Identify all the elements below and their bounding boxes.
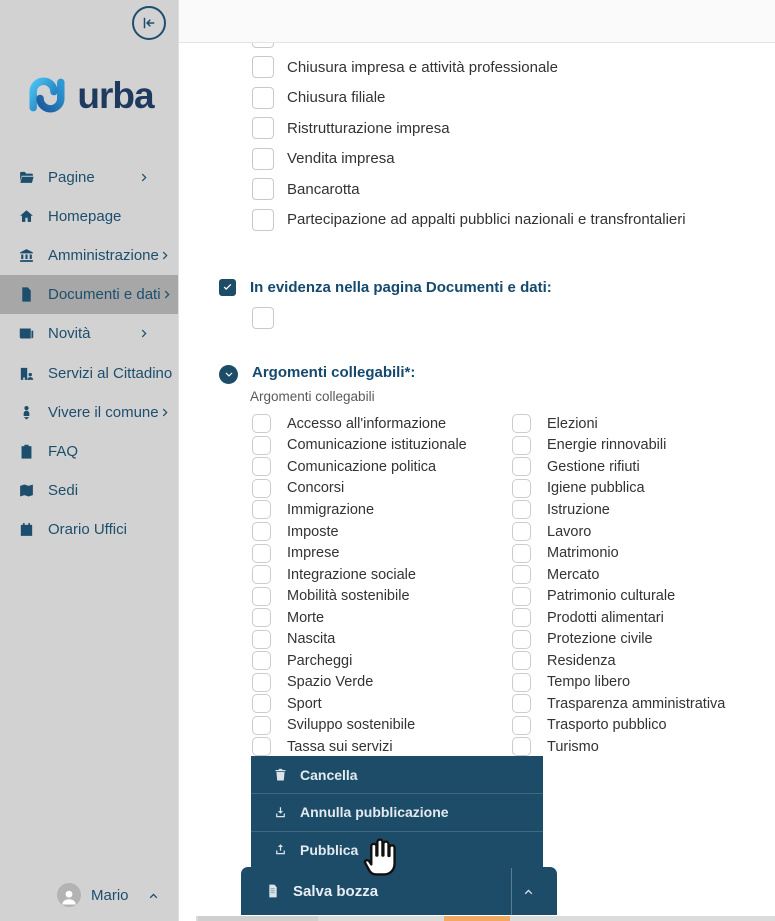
checkbox[interactable] (512, 522, 531, 541)
checkbox[interactable] (252, 737, 271, 756)
topic-label: Imprese (287, 545, 340, 562)
building-person-icon (18, 365, 35, 382)
chevron-right-icon (159, 249, 172, 262)
topic-row (252, 564, 467, 586)
newspaper-icon (18, 325, 35, 342)
topic-row (512, 650, 725, 672)
checkbox[interactable] (512, 694, 531, 713)
topic-row (512, 564, 725, 586)
chevron-down-icon (223, 369, 235, 381)
topic-label: Morte (287, 609, 325, 626)
topic-label: Igiene pubblica (547, 480, 645, 497)
sidebar-item[interactable] (0, 510, 178, 549)
checkbox-label: Chiusura impresa e attività professionale (287, 58, 558, 76)
topic-row (252, 478, 467, 500)
topic-row (512, 693, 725, 715)
checkbox-row (252, 174, 686, 205)
checkbox[interactable] (252, 178, 274, 200)
user-name: Mario (91, 886, 129, 904)
app-logo (0, 72, 178, 118)
topic-row (252, 413, 467, 435)
checkbox-row (252, 52, 686, 83)
topic-label: Accesso all'informazione (287, 415, 447, 432)
topic-row (252, 499, 467, 521)
topic-label: Patrimonio culturale (547, 588, 676, 605)
topic-label: Mobilità sostenibile (287, 588, 410, 605)
topic-label: Comunicazione istituzionale (287, 437, 467, 454)
topic-row (512, 413, 725, 435)
upload-icon (273, 842, 288, 857)
checkbox[interactable] (252, 479, 271, 498)
checkbox[interactable] (252, 608, 271, 627)
chevron-up-icon (147, 889, 160, 902)
sidebar-item-label: Novità (48, 325, 91, 343)
checkbox[interactable] (252, 630, 271, 649)
sidebar-item[interactable] (0, 236, 178, 275)
topic-row (512, 478, 725, 500)
checkbox[interactable] (252, 117, 274, 139)
checkbox[interactable] (252, 414, 271, 433)
topic-label: Sviluppo sostenibile (287, 717, 416, 734)
checkbox[interactable] (252, 56, 274, 78)
topic-label: Prodotti alimentari (547, 609, 664, 626)
sidebar-nav (0, 158, 178, 549)
topics-column-right (512, 413, 725, 758)
checkbox[interactable] (512, 414, 531, 433)
topic-label: Spazio Verde (287, 674, 374, 691)
topic-label: Matrimonio (547, 545, 619, 562)
topic-row (512, 585, 725, 607)
topics-column-left (252, 413, 467, 758)
calendar-icon (18, 521, 35, 538)
checkbox[interactable] (252, 651, 271, 670)
sidebar (0, 0, 178, 921)
main-content (178, 0, 775, 921)
topic-label: Comunicazione politica (287, 458, 437, 475)
checkbox[interactable] (252, 544, 271, 563)
logo-swirl-icon (24, 72, 70, 118)
action-label: Cancella (300, 766, 358, 783)
home-icon (18, 208, 35, 225)
in-evidenza-checkbox[interactable] (219, 279, 236, 296)
topic-row (252, 585, 467, 607)
checkbox[interactable] (512, 436, 531, 455)
sidebar-item[interactable] (0, 471, 178, 510)
topic-row (512, 456, 725, 478)
sidebar-item[interactable] (0, 314, 178, 353)
topic-label: Turismo (547, 738, 599, 755)
chevron-right-icon (138, 171, 151, 184)
topic-label: Mercato (547, 566, 600, 583)
chevron-right-icon (138, 327, 151, 340)
topic-label: Tassa sui servizi (287, 738, 393, 755)
topic-label: Imposte (287, 523, 339, 540)
action-label: Pubblica (300, 841, 359, 858)
in-evidenza-value-checkbox[interactable] (252, 307, 274, 329)
checkbox[interactable] (252, 209, 274, 231)
checkbox-label: Bancarotta (287, 180, 360, 198)
clipboard-icon (18, 443, 35, 460)
document-icon (18, 286, 35, 303)
topic-label: Concorsi (287, 480, 345, 497)
topic-row (252, 521, 467, 543)
sidebar-item[interactable] (0, 158, 178, 197)
action-menu-item[interactable] (251, 831, 543, 868)
checkbox[interactable] (252, 716, 271, 735)
business-event-checkbox-list (252, 52, 686, 235)
topic-label: Residenza (547, 652, 616, 669)
topic-label: Sport (287, 695, 322, 712)
checkbox[interactable] (512, 500, 531, 519)
topic-row (512, 435, 725, 457)
sidebar-item-label: Vivere il comune (48, 403, 159, 421)
topbar (179, 0, 775, 43)
action-menu-item[interactable] (251, 756, 543, 793)
checkbox-row (252, 113, 686, 144)
topic-row (252, 715, 467, 737)
checkbox[interactable] (512, 457, 531, 476)
checkbox-label: Chiusura filiale (287, 89, 386, 107)
sidebar-item-label: Orario Uffici (48, 520, 127, 538)
topic-row (252, 650, 467, 672)
topic-row (512, 715, 725, 737)
folder-icon (18, 169, 35, 186)
checkbox[interactable] (252, 87, 274, 109)
sidebar-item-label: Homepage (48, 208, 122, 226)
trash-icon (273, 767, 288, 782)
save-draft-label: Salva bozza (293, 882, 379, 900)
download-icon (273, 805, 288, 820)
topic-row (512, 607, 725, 629)
topic-label: Nascita (287, 631, 336, 648)
actions-toggle-button[interactable] (511, 867, 557, 915)
topic-row (512, 628, 725, 650)
argomenti-sublabel: Argomenti collegabili (250, 389, 375, 404)
collapse-section-button[interactable] (219, 365, 238, 384)
topic-label: Elezioni (547, 415, 598, 432)
checkbox[interactable] (512, 737, 531, 756)
clipped-bottom-content (196, 916, 775, 921)
topic-row (252, 736, 467, 758)
topic-row (512, 499, 725, 521)
chevron-right-icon (161, 288, 174, 301)
sidebar-item[interactable] (0, 432, 178, 471)
checkbox[interactable] (512, 608, 531, 627)
topic-label: Istruzione (547, 501, 610, 518)
in-evidenza-section (219, 279, 552, 296)
save-draft-button[interactable] (241, 867, 557, 915)
checkbox[interactable] (512, 479, 531, 498)
sidebar-item-label: Pagine (48, 169, 95, 187)
checkbox-label: Ristrutturazione impresa (287, 119, 450, 137)
sidebar-item-label: Sedi (48, 481, 79, 499)
draft-icon (265, 883, 281, 899)
checkbox[interactable] (252, 500, 271, 519)
topic-label: Trasporto pubblico (547, 717, 667, 734)
topic-row (252, 628, 467, 650)
in-evidenza-label: In evidenza nella pagina Documenti e dati: (250, 279, 552, 296)
sidebar-item-label: Documenti e dati (48, 286, 161, 304)
check-icon (221, 281, 234, 294)
checkbox[interactable] (512, 716, 531, 735)
checkbox[interactable] (252, 148, 274, 170)
person-pin-icon (18, 404, 35, 421)
checkbox-label: Vendita impresa (287, 150, 395, 168)
topic-label: Lavoro (547, 523, 592, 540)
sidebar-item[interactable] (0, 393, 178, 432)
clipped-accent-segment (444, 916, 510, 921)
sidebar-item-label: Amministrazione (48, 247, 159, 265)
topic-row (252, 542, 467, 564)
person-icon (59, 887, 79, 907)
checkbox[interactable] (252, 522, 271, 541)
checkbox[interactable] (512, 565, 531, 584)
topic-row (512, 521, 725, 543)
topic-row (252, 607, 467, 629)
checkbox[interactable] (252, 436, 271, 455)
topic-label: Trasparenza amministrativa (547, 695, 726, 712)
map-icon (18, 482, 35, 499)
checkbox[interactable] (252, 694, 271, 713)
publish-actions-menu (251, 756, 543, 868)
chevron-up-icon (522, 885, 535, 898)
argomenti-section-header (219, 364, 415, 384)
checkbox-row (252, 83, 686, 114)
topic-row (252, 456, 467, 478)
collapse-left-icon (140, 14, 158, 32)
topic-row (252, 672, 467, 694)
checkbox[interactable] (252, 673, 271, 692)
clipped-segment (198, 916, 318, 921)
topic-label: Parcheggi (287, 652, 353, 669)
topic-row (252, 435, 467, 457)
action-menu-item[interactable] (251, 793, 543, 830)
avatar (57, 883, 81, 907)
sidebar-item[interactable] (0, 197, 178, 236)
sidebar-collapse-button[interactable] (132, 6, 166, 40)
topic-label: Immigrazione (287, 501, 375, 518)
checkbox-row (252, 144, 686, 175)
topic-row (252, 693, 467, 715)
topic-label: Energie rinnovabili (547, 437, 667, 454)
checkbox[interactable] (252, 587, 271, 606)
topic-row (512, 672, 725, 694)
topic-label: Gestione rifiuti (547, 458, 640, 475)
topic-label: Integrazione sociale (287, 566, 416, 583)
checkbox[interactable] (512, 651, 531, 670)
topic-label: Protezione civile (547, 631, 653, 648)
checkbox[interactable] (512, 630, 531, 649)
checkbox[interactable] (512, 544, 531, 563)
checkbox[interactable] (252, 565, 271, 584)
sidebar-item[interactable] (0, 275, 178, 314)
action-label: Annulla pubblicazione (300, 804, 449, 821)
checkbox-label: Partecipazione ad appalti pubblici nazionali e transfrontalieri (287, 211, 686, 229)
user-menu[interactable] (0, 881, 178, 909)
sidebar-item[interactable] (0, 353, 178, 392)
checkbox[interactable] (252, 457, 271, 476)
topic-row (512, 736, 725, 758)
checkbox[interactable] (512, 673, 531, 692)
checkbox[interactable] (512, 587, 531, 606)
argomenti-label: Argomenti collegabili*: (252, 364, 416, 381)
logo-text: urba (77, 74, 154, 116)
topic-label: Tempo libero (547, 674, 631, 691)
checkbox-row (252, 205, 686, 236)
sidebar-item-label: Servizi al Cittadino (48, 364, 173, 382)
sidebar-item-label: FAQ (48, 442, 79, 460)
chevron-right-icon (159, 406, 172, 419)
topic-row (512, 542, 725, 564)
bank-icon (18, 247, 35, 264)
